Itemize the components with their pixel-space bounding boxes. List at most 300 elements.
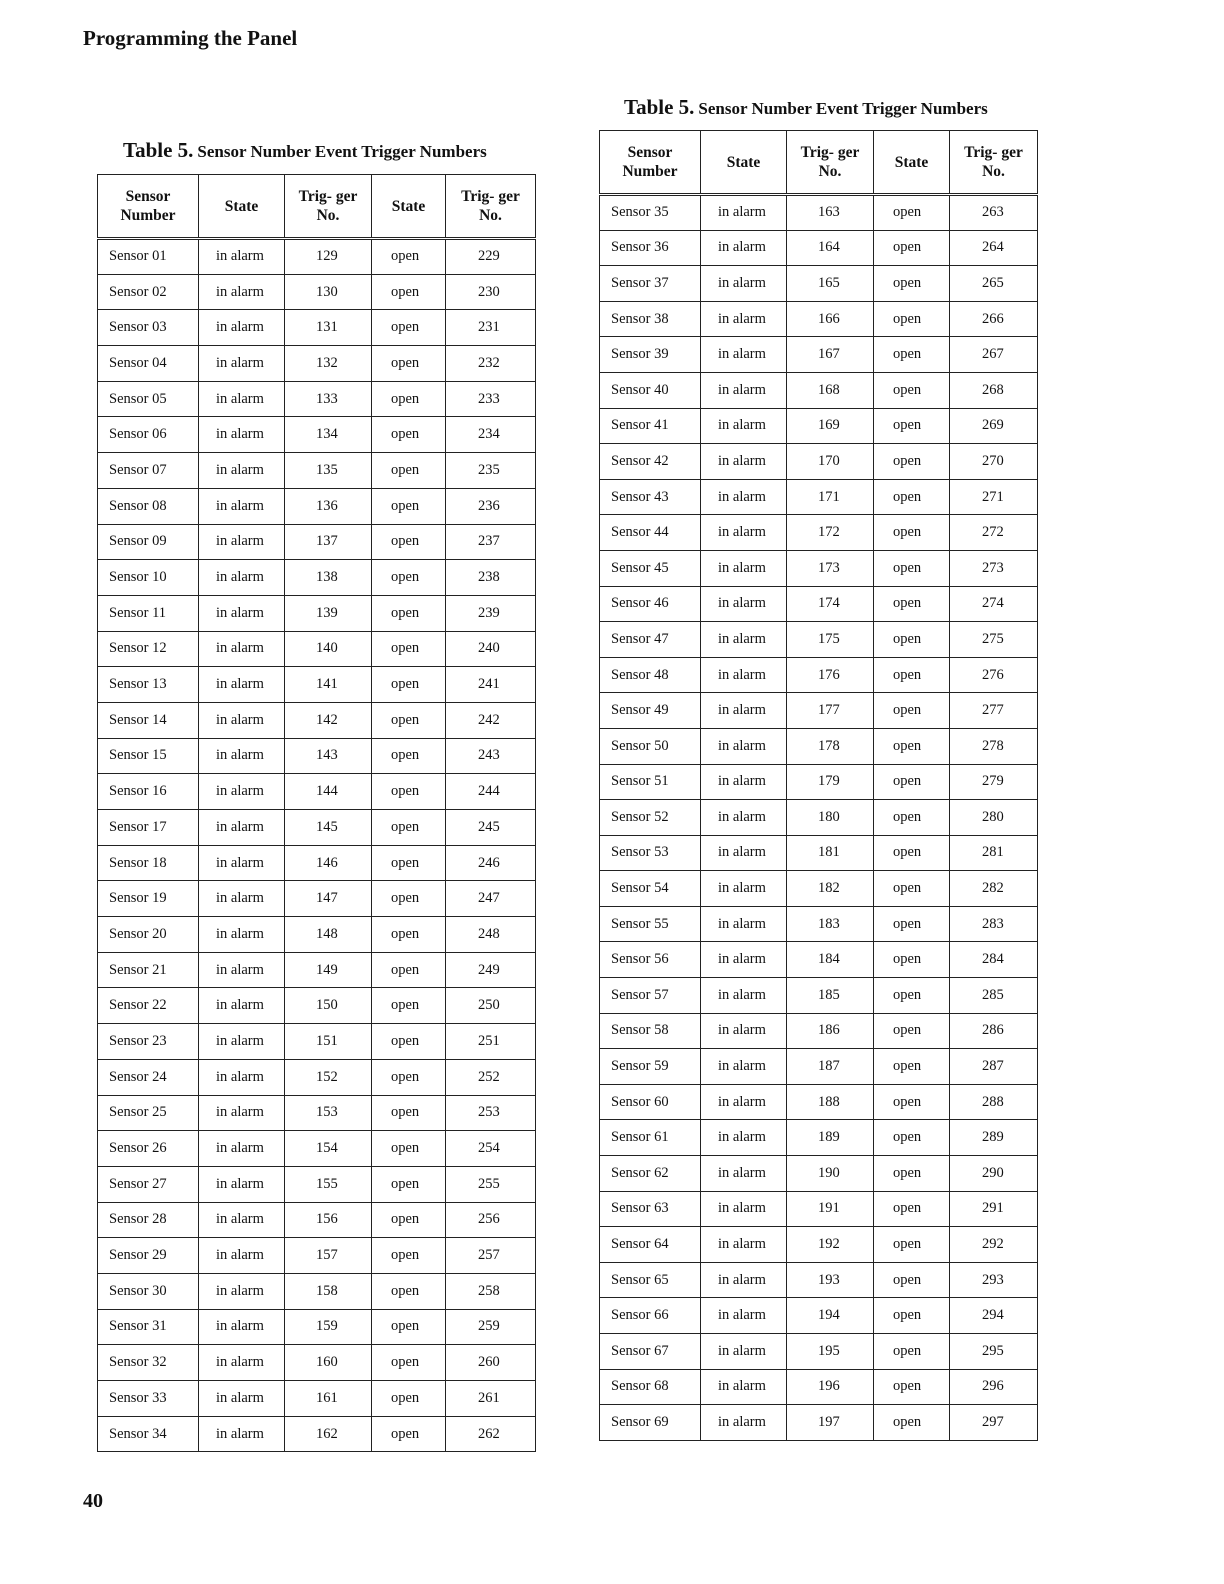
table-row xyxy=(600,479,1038,515)
state-open-cell: open xyxy=(874,1369,950,1405)
alarm-trigger-cell: 139 xyxy=(285,595,372,631)
state-open-cell: open xyxy=(372,1345,446,1381)
table-row xyxy=(98,310,536,346)
state-open-cell: open xyxy=(372,1381,446,1417)
open-trigger-cell: 274 xyxy=(950,586,1038,622)
state-alarm-cell: in alarm xyxy=(701,444,787,480)
sensor-number-cell: Sensor 49 xyxy=(600,693,701,729)
state-alarm-cell: in alarm xyxy=(701,1191,787,1227)
table-row xyxy=(600,266,1038,302)
open-trigger-cell: 252 xyxy=(446,1059,536,1095)
state-open-cell: open xyxy=(372,810,446,846)
table-label: Table 5. xyxy=(624,95,695,119)
alarm-trigger-cell: 172 xyxy=(787,515,874,551)
alarm-trigger-cell: 187 xyxy=(787,1049,874,1085)
open-trigger-cell: 237 xyxy=(446,524,536,560)
state-alarm-cell: in alarm xyxy=(199,310,285,346)
open-trigger-cell: 275 xyxy=(950,622,1038,658)
table-row xyxy=(600,230,1038,266)
open-trigger-cell: 255 xyxy=(446,1166,536,1202)
state-alarm-cell: in alarm xyxy=(199,1381,285,1417)
col-header-state: State xyxy=(874,131,950,195)
sensor-trigger-table-left xyxy=(97,174,536,1452)
open-trigger-cell: 257 xyxy=(446,1238,536,1274)
open-trigger-cell: 247 xyxy=(446,881,536,917)
table-row xyxy=(600,1120,1038,1156)
open-trigger-cell: 238 xyxy=(446,560,536,596)
table-caption-left xyxy=(123,138,487,163)
state-open-cell: open xyxy=(874,1013,950,1049)
table-row xyxy=(600,871,1038,907)
state-alarm-cell: in alarm xyxy=(199,988,285,1024)
table-row xyxy=(600,1334,1038,1370)
state-open-cell: open xyxy=(874,728,950,764)
open-trigger-cell: 283 xyxy=(950,906,1038,942)
alarm-trigger-cell: 162 xyxy=(285,1416,372,1452)
sensor-number-cell: Sensor 21 xyxy=(98,952,199,988)
state-open-cell: open xyxy=(372,702,446,738)
open-trigger-cell: 263 xyxy=(950,195,1038,231)
state-alarm-cell: in alarm xyxy=(199,1238,285,1274)
open-trigger-cell: 272 xyxy=(950,515,1038,551)
sensor-trigger-table-right xyxy=(599,130,1038,1441)
state-alarm-cell: in alarm xyxy=(701,622,787,658)
sensor-number-cell: Sensor 43 xyxy=(600,479,701,515)
alarm-trigger-cell: 143 xyxy=(285,738,372,774)
table-row xyxy=(600,195,1038,231)
open-trigger-cell: 290 xyxy=(950,1156,1038,1192)
state-open-cell: open xyxy=(372,1059,446,1095)
state-open-cell: open xyxy=(874,1334,950,1370)
state-alarm-cell: in alarm xyxy=(701,1120,787,1156)
state-alarm-cell: in alarm xyxy=(701,764,787,800)
state-alarm-cell: in alarm xyxy=(701,978,787,1014)
state-open-cell: open xyxy=(372,881,446,917)
state-open-cell: open xyxy=(874,266,950,302)
open-trigger-cell: 271 xyxy=(950,479,1038,515)
state-open-cell: open xyxy=(372,917,446,953)
state-open-cell: open xyxy=(372,1024,446,1060)
state-alarm-cell: in alarm xyxy=(701,1156,787,1192)
sensor-number-cell: Sensor 01 xyxy=(98,239,199,275)
state-alarm-cell: in alarm xyxy=(701,408,787,444)
state-alarm-cell: in alarm xyxy=(701,195,787,231)
state-open-cell: open xyxy=(372,274,446,310)
alarm-trigger-cell: 138 xyxy=(285,560,372,596)
state-alarm-cell: in alarm xyxy=(199,453,285,489)
table-row xyxy=(600,408,1038,444)
table-row xyxy=(600,586,1038,622)
state-open-cell: open xyxy=(874,1049,950,1085)
sensor-number-cell: Sensor 19 xyxy=(98,881,199,917)
state-alarm-cell: in alarm xyxy=(701,1298,787,1334)
state-open-cell: open xyxy=(372,453,446,489)
alarm-trigger-cell: 191 xyxy=(787,1191,874,1227)
alarm-trigger-cell: 146 xyxy=(285,845,372,881)
state-alarm-cell: in alarm xyxy=(199,1309,285,1345)
table-row xyxy=(98,524,536,560)
sensor-number-cell: Sensor 50 xyxy=(600,728,701,764)
alarm-trigger-cell: 183 xyxy=(787,906,874,942)
table-row xyxy=(600,372,1038,408)
table-row xyxy=(600,1298,1038,1334)
state-alarm-cell: in alarm xyxy=(199,1345,285,1381)
state-alarm-cell: in alarm xyxy=(199,346,285,382)
state-open-cell: open xyxy=(874,942,950,978)
alarm-trigger-cell: 179 xyxy=(787,764,874,800)
table-row xyxy=(600,657,1038,693)
alarm-trigger-cell: 156 xyxy=(285,1202,372,1238)
state-alarm-cell: in alarm xyxy=(701,266,787,302)
open-trigger-cell: 294 xyxy=(950,1298,1038,1334)
sensor-number-cell: Sensor 39 xyxy=(600,337,701,373)
alarm-trigger-cell: 178 xyxy=(787,728,874,764)
state-alarm-cell: in alarm xyxy=(701,835,787,871)
open-trigger-cell: 269 xyxy=(950,408,1038,444)
sensor-number-cell: Sensor 13 xyxy=(98,667,199,703)
state-alarm-cell: in alarm xyxy=(701,1262,787,1298)
state-open-cell: open xyxy=(372,1309,446,1345)
open-trigger-cell: 278 xyxy=(950,728,1038,764)
state-open-cell: open xyxy=(874,337,950,373)
state-open-cell: open xyxy=(874,1156,950,1192)
state-open-cell: open xyxy=(372,239,446,275)
state-open-cell: open xyxy=(372,1416,446,1452)
open-trigger-cell: 279 xyxy=(950,764,1038,800)
open-trigger-cell: 289 xyxy=(950,1120,1038,1156)
open-trigger-cell: 239 xyxy=(446,595,536,631)
sensor-number-cell: Sensor 23 xyxy=(98,1024,199,1060)
open-trigger-cell: 292 xyxy=(950,1227,1038,1263)
sensor-number-cell: Sensor 67 xyxy=(600,1334,701,1370)
alarm-trigger-cell: 163 xyxy=(787,195,874,231)
state-alarm-cell: in alarm xyxy=(199,1166,285,1202)
table-title: Sensor Number Event Trigger Numbers xyxy=(698,99,988,118)
state-open-cell: open xyxy=(874,1405,950,1441)
sensor-number-cell: Sensor 27 xyxy=(98,1166,199,1202)
state-open-cell: open xyxy=(372,560,446,596)
open-trigger-cell: 268 xyxy=(950,372,1038,408)
state-open-cell: open xyxy=(874,372,950,408)
alarm-trigger-cell: 174 xyxy=(787,586,874,622)
alarm-trigger-cell: 188 xyxy=(787,1084,874,1120)
open-trigger-cell: 250 xyxy=(446,988,536,1024)
state-alarm-cell: in alarm xyxy=(701,728,787,764)
table-row xyxy=(98,1273,536,1309)
alarm-trigger-cell: 157 xyxy=(285,1238,372,1274)
state-alarm-cell: in alarm xyxy=(199,917,285,953)
open-trigger-cell: 291 xyxy=(950,1191,1038,1227)
state-alarm-cell: in alarm xyxy=(199,560,285,596)
open-trigger-cell: 249 xyxy=(446,952,536,988)
alarm-trigger-cell: 182 xyxy=(787,871,874,907)
table-row xyxy=(98,274,536,310)
alarm-trigger-cell: 131 xyxy=(285,310,372,346)
sensor-number-cell: Sensor 57 xyxy=(600,978,701,1014)
table-row xyxy=(98,1345,536,1381)
alarm-trigger-cell: 135 xyxy=(285,453,372,489)
sensor-number-cell: Sensor 08 xyxy=(98,488,199,524)
sensor-number-cell: Sensor 65 xyxy=(600,1262,701,1298)
alarm-trigger-cell: 134 xyxy=(285,417,372,453)
state-alarm-cell: in alarm xyxy=(199,1131,285,1167)
table-caption-right xyxy=(624,95,988,120)
table-row xyxy=(600,301,1038,337)
sensor-number-cell: Sensor 54 xyxy=(600,871,701,907)
sensor-number-cell: Sensor 37 xyxy=(600,266,701,302)
state-alarm-cell: in alarm xyxy=(199,1024,285,1060)
open-trigger-cell: 259 xyxy=(446,1309,536,1345)
open-trigger-cell: 270 xyxy=(950,444,1038,480)
alarm-trigger-cell: 161 xyxy=(285,1381,372,1417)
table-body xyxy=(98,239,536,1452)
sensor-number-cell: Sensor 61 xyxy=(600,1120,701,1156)
state-alarm-cell: in alarm xyxy=(701,515,787,551)
state-alarm-cell: in alarm xyxy=(199,1202,285,1238)
open-trigger-cell: 286 xyxy=(950,1013,1038,1049)
alarm-trigger-cell: 144 xyxy=(285,774,372,810)
sensor-number-cell: Sensor 56 xyxy=(600,942,701,978)
state-alarm-cell: in alarm xyxy=(701,657,787,693)
table-row xyxy=(600,1013,1038,1049)
open-trigger-cell: 230 xyxy=(446,274,536,310)
state-open-cell: open xyxy=(372,631,446,667)
sensor-number-cell: Sensor 36 xyxy=(600,230,701,266)
open-trigger-cell: 229 xyxy=(446,239,536,275)
open-trigger-cell: 285 xyxy=(950,978,1038,1014)
state-open-cell: open xyxy=(874,301,950,337)
open-trigger-cell: 273 xyxy=(950,550,1038,586)
sensor-number-cell: Sensor 10 xyxy=(98,560,199,596)
open-trigger-cell: 287 xyxy=(950,1049,1038,1085)
sensor-number-cell: Sensor 64 xyxy=(600,1227,701,1263)
state-open-cell: open xyxy=(372,1166,446,1202)
table-row xyxy=(98,1095,536,1131)
col-header-sensor-number: Sensor Number xyxy=(600,131,701,195)
state-alarm-cell: in alarm xyxy=(199,667,285,703)
alarm-trigger-cell: 166 xyxy=(787,301,874,337)
state-open-cell: open xyxy=(372,667,446,703)
table-row xyxy=(98,881,536,917)
state-open-cell: open xyxy=(372,595,446,631)
open-trigger-cell: 266 xyxy=(950,301,1038,337)
state-open-cell: open xyxy=(372,381,446,417)
table-row xyxy=(600,978,1038,1014)
alarm-trigger-cell: 190 xyxy=(787,1156,874,1192)
open-trigger-cell: 245 xyxy=(446,810,536,846)
state-open-cell: open xyxy=(372,952,446,988)
alarm-trigger-cell: 189 xyxy=(787,1120,874,1156)
alarm-trigger-cell: 155 xyxy=(285,1166,372,1202)
open-trigger-cell: 260 xyxy=(446,1345,536,1381)
open-trigger-cell: 242 xyxy=(446,702,536,738)
sensor-number-cell: Sensor 24 xyxy=(98,1059,199,1095)
sensor-number-cell: Sensor 32 xyxy=(98,1345,199,1381)
table-row xyxy=(98,595,536,631)
state-alarm-cell: in alarm xyxy=(199,881,285,917)
open-trigger-cell: 297 xyxy=(950,1405,1038,1441)
state-open-cell: open xyxy=(372,1202,446,1238)
alarm-trigger-cell: 149 xyxy=(285,952,372,988)
alarm-trigger-cell: 148 xyxy=(285,917,372,953)
col-header-sensor-number: Sensor Number xyxy=(98,175,199,239)
state-alarm-cell: in alarm xyxy=(199,738,285,774)
state-open-cell: open xyxy=(372,1095,446,1131)
alarm-trigger-cell: 150 xyxy=(285,988,372,1024)
state-open-cell: open xyxy=(874,764,950,800)
state-alarm-cell: in alarm xyxy=(199,524,285,560)
state-alarm-cell: in alarm xyxy=(199,1273,285,1309)
table-row xyxy=(98,952,536,988)
state-open-cell: open xyxy=(874,1084,950,1120)
table-row xyxy=(600,800,1038,836)
alarm-trigger-cell: 186 xyxy=(787,1013,874,1049)
open-trigger-cell: 296 xyxy=(950,1369,1038,1405)
open-trigger-cell: 235 xyxy=(446,453,536,489)
state-alarm-cell: in alarm xyxy=(701,871,787,907)
state-alarm-cell: in alarm xyxy=(701,1049,787,1085)
col-header-state: State xyxy=(372,175,446,239)
alarm-trigger-cell: 158 xyxy=(285,1273,372,1309)
state-open-cell: open xyxy=(372,346,446,382)
state-alarm-cell: in alarm xyxy=(199,810,285,846)
sensor-number-cell: Sensor 14 xyxy=(98,702,199,738)
sensor-number-cell: Sensor 15 xyxy=(98,738,199,774)
alarm-trigger-cell: 129 xyxy=(285,239,372,275)
alarm-trigger-cell: 159 xyxy=(285,1309,372,1345)
table-row xyxy=(600,906,1038,942)
table-body xyxy=(600,195,1038,1441)
open-trigger-cell: 254 xyxy=(446,1131,536,1167)
col-header-trigger-no: Trig- ger No. xyxy=(285,175,372,239)
table-row xyxy=(600,764,1038,800)
open-trigger-cell: 251 xyxy=(446,1024,536,1060)
state-alarm-cell: in alarm xyxy=(199,952,285,988)
state-open-cell: open xyxy=(372,1131,446,1167)
sensor-number-cell: Sensor 53 xyxy=(600,835,701,871)
sensor-number-cell: Sensor 35 xyxy=(600,195,701,231)
state-open-cell: open xyxy=(874,906,950,942)
open-trigger-cell: 241 xyxy=(446,667,536,703)
alarm-trigger-cell: 196 xyxy=(787,1369,874,1405)
state-open-cell: open xyxy=(874,195,950,231)
table-row xyxy=(600,1369,1038,1405)
alarm-trigger-cell: 194 xyxy=(787,1298,874,1334)
state-open-cell: open xyxy=(874,479,950,515)
alarm-trigger-cell: 142 xyxy=(285,702,372,738)
table-row xyxy=(600,444,1038,480)
page-number: 40 xyxy=(83,1490,103,1512)
sensor-number-cell: Sensor 63 xyxy=(600,1191,701,1227)
open-trigger-cell: 295 xyxy=(950,1334,1038,1370)
table-header-row xyxy=(600,131,1038,195)
state-open-cell: open xyxy=(874,444,950,480)
open-trigger-cell: 277 xyxy=(950,693,1038,729)
sensor-number-cell: Sensor 20 xyxy=(98,917,199,953)
open-trigger-cell: 267 xyxy=(950,337,1038,373)
sensor-number-cell: Sensor 55 xyxy=(600,906,701,942)
table-header-row xyxy=(98,175,536,239)
sensor-number-cell: Sensor 58 xyxy=(600,1013,701,1049)
sensor-number-cell: Sensor 16 xyxy=(98,774,199,810)
table-row xyxy=(98,1024,536,1060)
state-alarm-cell: in alarm xyxy=(199,1059,285,1095)
table-row xyxy=(98,1202,536,1238)
sensor-number-cell: Sensor 59 xyxy=(600,1049,701,1085)
state-open-cell: open xyxy=(874,622,950,658)
open-trigger-cell: 234 xyxy=(446,417,536,453)
state-open-cell: open xyxy=(874,657,950,693)
state-open-cell: open xyxy=(372,845,446,881)
sensor-number-cell: Sensor 30 xyxy=(98,1273,199,1309)
table-row xyxy=(98,667,536,703)
alarm-trigger-cell: 130 xyxy=(285,274,372,310)
alarm-trigger-cell: 197 xyxy=(787,1405,874,1441)
table-row xyxy=(600,1084,1038,1120)
alarm-trigger-cell: 184 xyxy=(787,942,874,978)
state-alarm-cell: in alarm xyxy=(199,417,285,453)
alarm-trigger-cell: 167 xyxy=(787,337,874,373)
open-trigger-cell: 256 xyxy=(446,1202,536,1238)
table-row xyxy=(98,1238,536,1274)
sensor-number-cell: Sensor 05 xyxy=(98,381,199,417)
state-alarm-cell: in alarm xyxy=(701,337,787,373)
table-row xyxy=(600,1405,1038,1441)
table-row xyxy=(600,1049,1038,1085)
table-label: Table 5. xyxy=(123,138,194,162)
alarm-trigger-cell: 168 xyxy=(787,372,874,408)
sensor-number-cell: Sensor 47 xyxy=(600,622,701,658)
sensor-number-cell: Sensor 62 xyxy=(600,1156,701,1192)
state-alarm-cell: in alarm xyxy=(199,1095,285,1131)
table-row xyxy=(98,1416,536,1452)
table-row xyxy=(600,622,1038,658)
sensor-number-cell: Sensor 09 xyxy=(98,524,199,560)
state-alarm-cell: in alarm xyxy=(701,230,787,266)
sensor-number-cell: Sensor 02 xyxy=(98,274,199,310)
alarm-trigger-cell: 132 xyxy=(285,346,372,382)
state-alarm-cell: in alarm xyxy=(199,239,285,275)
table-row xyxy=(98,381,536,417)
sensor-number-cell: Sensor 04 xyxy=(98,346,199,382)
alarm-trigger-cell: 145 xyxy=(285,810,372,846)
state-open-cell: open xyxy=(874,1262,950,1298)
state-alarm-cell: in alarm xyxy=(701,1369,787,1405)
open-trigger-cell: 233 xyxy=(446,381,536,417)
table-row xyxy=(98,239,536,275)
state-open-cell: open xyxy=(874,1191,950,1227)
alarm-trigger-cell: 171 xyxy=(787,479,874,515)
state-alarm-cell: in alarm xyxy=(701,1084,787,1120)
alarm-trigger-cell: 181 xyxy=(787,835,874,871)
alarm-trigger-cell: 192 xyxy=(787,1227,874,1263)
sensor-number-cell: Sensor 18 xyxy=(98,845,199,881)
table-row xyxy=(600,1191,1038,1227)
col-header-state: State xyxy=(199,175,285,239)
table-row xyxy=(98,631,536,667)
table-row xyxy=(600,835,1038,871)
sensor-number-cell: Sensor 25 xyxy=(98,1095,199,1131)
col-header-trigger-no: Trig- ger No. xyxy=(787,131,874,195)
alarm-trigger-cell: 195 xyxy=(787,1334,874,1370)
table-row xyxy=(600,1262,1038,1298)
open-trigger-cell: 280 xyxy=(950,800,1038,836)
open-trigger-cell: 264 xyxy=(950,230,1038,266)
alarm-trigger-cell: 169 xyxy=(787,408,874,444)
table-row xyxy=(98,1059,536,1095)
table-row xyxy=(600,1156,1038,1192)
state-alarm-cell: in alarm xyxy=(701,693,787,729)
